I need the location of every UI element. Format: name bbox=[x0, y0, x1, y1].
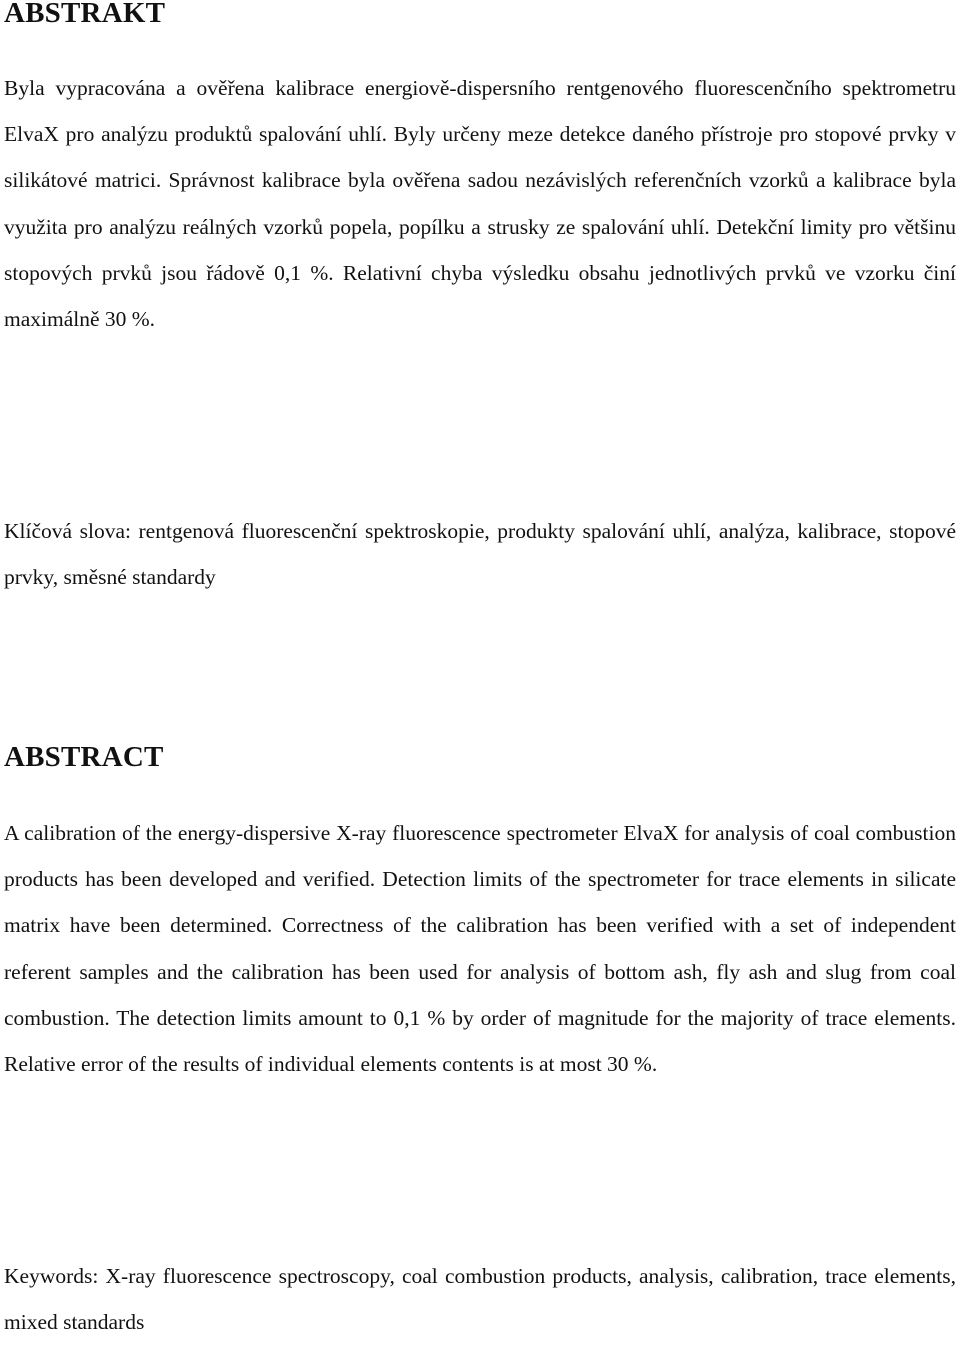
english-keywords: Keywords: X-ray fluorescence spectroscopy, coal combustion products, analysis, calibration, trace elements, mixed standards bbox=[4, 1264, 956, 1335]
abstrakt-paragraph: Byla vypracována a ověřena kalibrace energiově-dispersního rentgenového fluorescenčního spektrometru ElvaX pro analýzu produktů spalování uhlí. Byly určeny meze detekce daného přístroje pro stopové prvky v silikátové matrici. Správnost kalibrace byla ověřena sadou nezávislých referenčních vzorků a kalibrace byla využita pro analýzu reálných vzorků popela, popílku a strusky ze spalování uhlí. Detekční limity pro většinu stopových prvků jsou řádově 0,1 %. Relativní chyba výsledku obsahu jednotlivých prvků ve vzorku činí maximálně 30 %. bbox=[4, 76, 956, 332]
abstract-paragraph: A calibration of the energy-dispersive X-ray fluorescence spectrometer ElvaX for analysis of coal combustion products has been developed and verified. Detection limits of the spectrometer for trace elements in silicate matrix have been determined. Correctness of the calibration has been verified with a set of independent referent samples and the calibration has been used for analysis of bottom ash, fly ash and slug from coal combustion. The detection limits amount to 0,1 % by order of magnitude for the majority of trace elements. Relative error of the results of individual elements contents is at most 30 %. bbox=[4, 821, 956, 1077]
abstrakt-heading: ABSTRAKT bbox=[4, 0, 166, 29]
czech-keywords: Klíčová slova: rentgenová fluorescenční spektroskopie, produkty spalování uhlí, analýza, kalibrace, stopové prvky, směsné standardy bbox=[4, 519, 956, 590]
abstract-heading: ABSTRACT bbox=[4, 741, 164, 773]
